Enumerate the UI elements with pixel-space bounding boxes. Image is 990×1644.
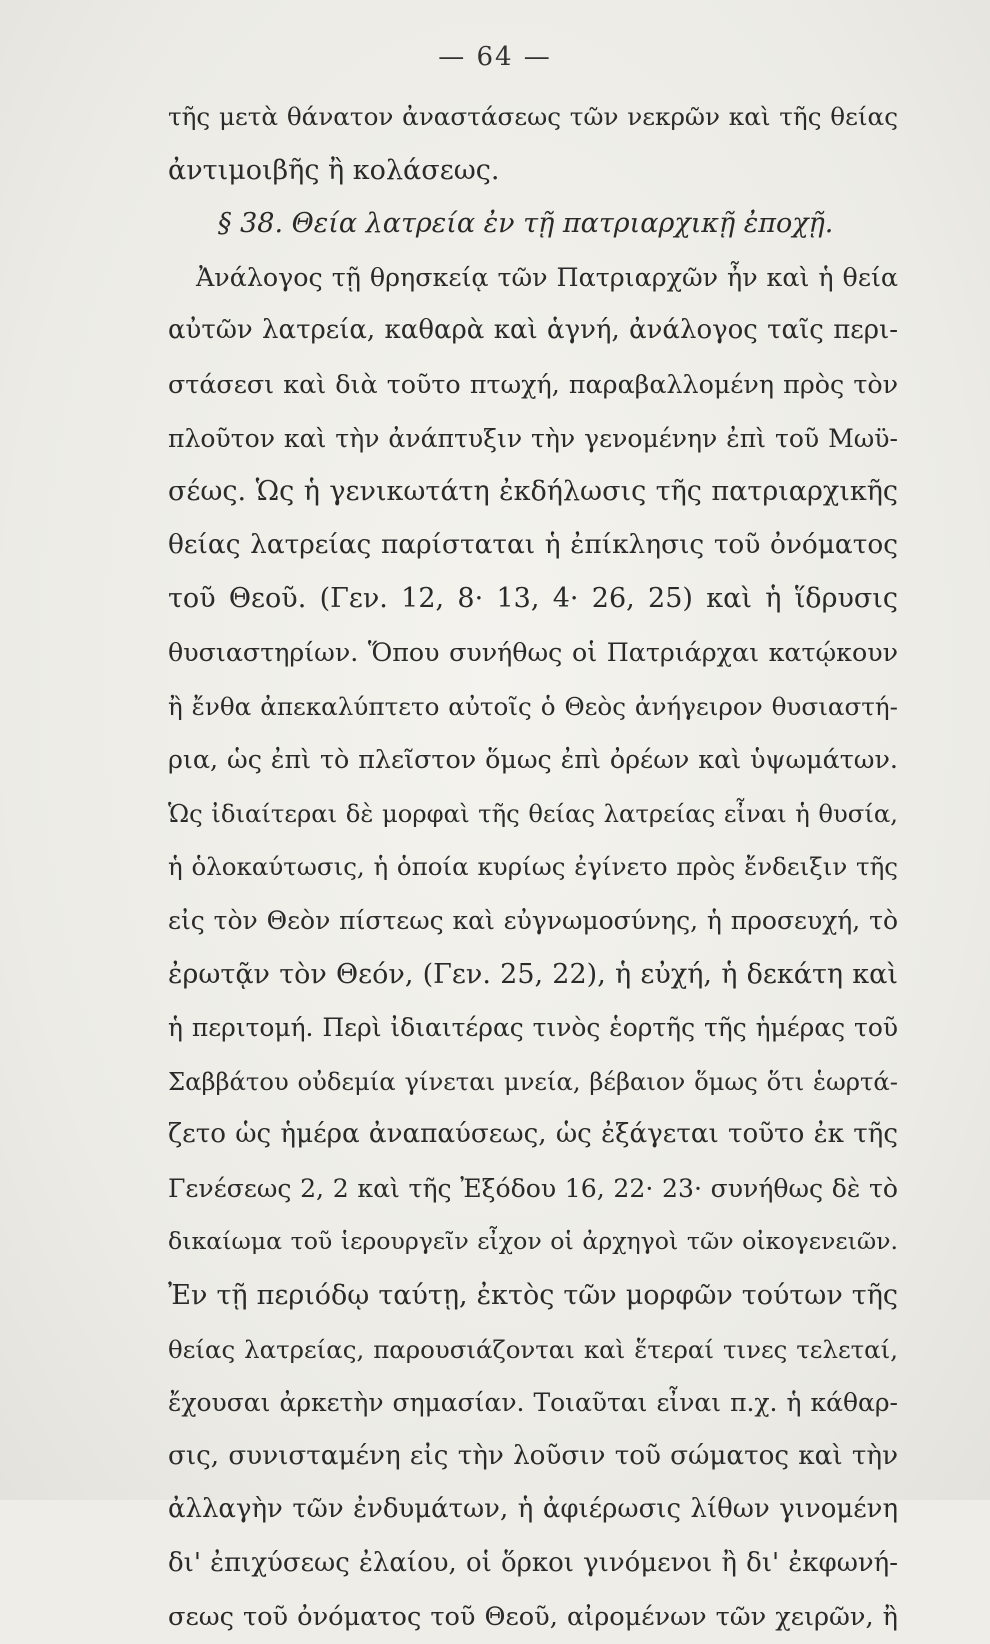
text-line: ἡ ὁλοκαύτωσις, ἡ ὁποία κυρίως ἐγίνετο πρὸς ἔνδειξιν τῆς [168, 852, 898, 882]
page-number: — 64 — [438, 42, 552, 72]
text-line: θείας λατρείας, παρουσιάζονται καὶ ἕτεραί τινες τελεταί, [168, 1334, 898, 1364]
text-line: ἀλλαγὴν τῶν ἐνδυμάτων, ἡ ἀφιέρωσις λίθων γινομένη [168, 1494, 898, 1525]
text-line: τῆς μετὰ θάνατον ἀναστάσεως τῶν νεκρῶν καὶ τῆς θείας [168, 102, 898, 131]
text-line: ζετο ὡς ἡμέρα ἀναπαύσεως, ὡς ἐξάγεται τοῦτο ἐκ τῆς [168, 1119, 898, 1150]
text-line: τοῦ Θεοῦ. (Γεν. 12, 8· 13, 4· 26, 25) καὶ ἡ ἵδρυσις [168, 583, 898, 615]
text-line: σις, συνισταμένη εἰς τὴν λοῦσιν τοῦ σώματος καὶ τὴν [168, 1440, 898, 1471]
text-line: Σαββάτου οὐδεμία γίνεται μνεία, βέβαιον ὅμως ὅτι ἑωρτά- [168, 1066, 898, 1096]
text-line: στάσεσι καὶ διὰ τοῦτο πτωχή, παραβαλλομένη πρὸς τὸν [168, 368, 898, 399]
text-line: Ἐν τῇ περιόδῳ ταύτῃ, ἐκτὸς τῶν μορφῶν τούτων τῆς [168, 1280, 898, 1312]
text-line: πλοῦτον καὶ τὴν ἀνάπτυξιν τὴν γενομένην ἐπὶ τοῦ Μωϋ- [168, 423, 898, 453]
text-line: ἢ ἔνθα ἀπεκαλύπτετο αὐτοῖς ὁ Θεὸς ἀνήγειρον θυσιαστή- [168, 691, 898, 721]
section-heading: § 38. Θεία λατρεία ἐν τῇ πατριαρχικῇ ἐποχῇ. [218, 208, 834, 240]
text-line: ἡ περιτομή. Περὶ ἰδιαιτέρας τινὸς ἑορτῆς τῆς ἡμέρας τοῦ [168, 1013, 898, 1043]
body-text [168, 90, 898, 1644]
text-line: ἐρωτᾷν τὸν Θεόν, (Γεν. 25, 22), ἡ εὐχή, ἡ δεκάτη καὶ [168, 958, 898, 990]
text-line: Ἀνάλογος τῇ θρησκείᾳ τῶν Πατριαρχῶν ἦν καὶ ἡ θεία [196, 261, 898, 292]
text-line: ρια, ὡς ἐπὶ τὸ πλεῖστον ὅμως ἐπὶ ὀρέων καὶ ὑψωμάτων. [168, 744, 898, 775]
text-line: ἔχουσαι ἀρκετὴν σημασίαν. Τοιαῦται εἶναι π.χ. ἡ κάθαρ- [168, 1388, 898, 1418]
text-line: θυσιαστηρίων. Ὅπου συνήθως οἱ Πατριάρχαι κατῴκουν [168, 636, 898, 667]
text-line: Ὡς ἰδιαίτεραι δὲ μορφαὶ τῆς θείας λατρείας εἶναι ἡ θυσία, [168, 798, 898, 828]
text-line: θείας λατρείας παρίσταται ἡ ἐπίκλησις τοῦ ὀνόματος [168, 529, 898, 560]
text-line: σέως. Ὡς ἡ γενικωτάτη ἐκδήλωσις τῆς πατριαρχικῆς [168, 476, 898, 508]
text-line: δικαίωμα τοῦ ἱερουργεῖν εἶχον οἱ ἀρχηγοὶ τῶν οἰκογενειῶν. [168, 1227, 898, 1256]
text-line: σεως τοῦ ὀνόματος τοῦ Θεοῦ, αἰρομένων τῶν χειρῶν, ἢ [168, 1601, 898, 1632]
text-line: εἰς τὸν Θεὸν πίστεως καὶ εὐγνωμοσύνης, ἡ προσευχή, τὸ [168, 905, 898, 935]
text-line: ἀντιμοιβῆς ἢ κολάσεως. [168, 154, 500, 186]
text-line: δι' ἐπιχύσεως ἐλαίου, οἱ ὅρκοι γινόμενοι ἢ δι' ἐκφωνή- [168, 1548, 898, 1579]
text-line: Γενέσεως 2, 2 καὶ τῆς Ἐξόδου 16, 22· 23· συνήθως δὲ τὸ [168, 1173, 898, 1203]
text-line: αὐτῶν λατρεία, καθαρὰ καὶ ἁγνή, ἀνάλογος ταῖς περι- [168, 315, 898, 346]
